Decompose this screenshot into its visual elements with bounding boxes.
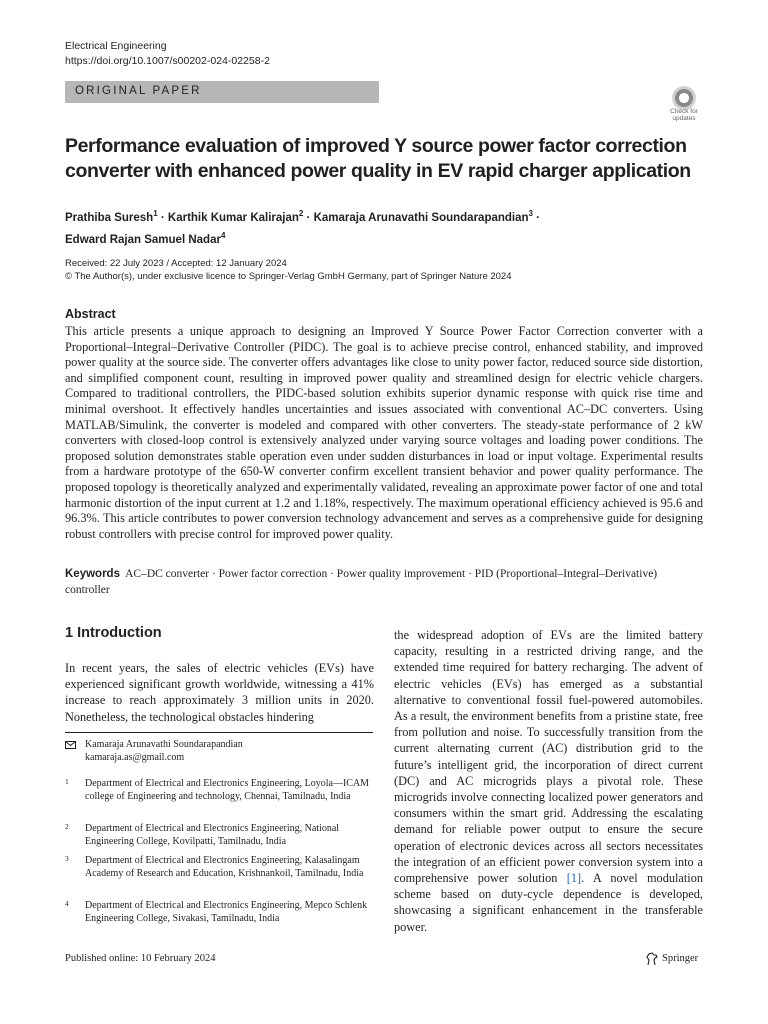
abstract-text: This article presents a unique approach to designing an Improved Y Source Power Factor Correction converter with a Proportional–Integral–Derivative Controller (PIDC). The goal is to achieve precise control, enhanced stability, and improved power quality at the source side. The converter offers advantages like close to unity power factor, reduced source side distortion, and simplified component count, resulting in improved power quality and streamlined design for electric vehicle chargers. Compared to traditional controllers, the PIDC-based solution exhibits superior dynamic response with quick rise time and minimal overshoot. It effectively handles uncertainties and issues associated with conventional AC–DC converters. Using MATLAB/Simulink, the converter is modeled and compared with other converters. The steady-state performance of 2 kW converters with closed-loop control is extensively analyzed under varying source voltages and loading power conditions. The proposed solution demonstrates stable operation even under sudden disturbances in load or input voltage. Experimental results from a hardware prototype of the 650-W converter confirm excellent transient behavior and power quality performance. The proposed topology is theoretically analyzed and experimentally validated, revealing an approximate power factor of one and total harmonic distortion of the input current at 1.2 and 1.18%, respectively. The maximum operational efficiency achieved is 95.6 and 96.3%. This article contributes to power conversion technology advancement and serves as a comprehensive guide for designing robust controllers with precise control for improved power quality.	[65, 324, 703, 541]
affiliation-number: 2	[65, 822, 69, 831]
affiliation-number: 1	[65, 777, 69, 786]
author-name[interactable]: Prathiba Suresh	[65, 211, 154, 224]
citation-link[interactable]: [1]	[566, 871, 582, 886]
author-affiliation-number: 3	[528, 209, 533, 218]
author-list: Prathiba Suresh$^1$ · Karthik Kumar Kalirajan$^2$ · Kamaraja Arunavathi Soundarapandian$^3$ · Edward Rajan Samuel Nadar$^4$	[65, 209, 541, 246]
introduction-right-text-continued: . A novel modulation scheme based on duty-cycle dependence is developed, showcasing a significant enhancement in the transferable power.	[394, 871, 703, 934]
doi-link[interactable]: https://doi.org/10.1007/s00202-024-02258-2	[65, 55, 270, 67]
springer-horse-icon	[645, 952, 659, 966]
publication-dates	[65, 257, 512, 283]
doi-link-wrapper	[65, 55, 270, 67]
copyright-notice: © The Author(s), under exclusive licence to Springer-Verlag GmbH Germany, part of Springer Nature 2024	[65, 271, 512, 282]
affiliation-text: Department of Electrical and Electronics Engineering, Mepco Schlenk Engineering College, Sivakasi, Tamilnadu, India	[85, 900, 368, 924]
affiliation-text: Department of Electrical and Electronics Engineering, National Engineering College, Kovilpatti, Tamilnadu, India	[85, 823, 340, 847]
springer-label: Springer	[662, 953, 699, 964]
check-for-updates-label: Check for updates	[670, 108, 698, 122]
paper-type-banner	[65, 81, 379, 103]
author-affiliation-number: 1	[153, 209, 158, 218]
affiliation-4	[65, 900, 374, 925]
author-name[interactable]: Karthik Kumar Kalirajan	[167, 211, 299, 224]
keywords-list: AC–DC converter · Power factor correction · Power quality improvement · PID (Proportional–Integral–Derivative) controller	[65, 568, 658, 596]
section-heading-introduction: 1 Introduction	[65, 625, 162, 641]
paper-title: Performance evaluation of improved Y source power factor correction converter with enhanced power quality in EV rapid charger application	[65, 135, 691, 182]
corresponding-author-name: Kamaraja Arunavathi Soundarapandian	[85, 739, 243, 750]
corresponding-author	[65, 739, 374, 764]
affiliation-1	[65, 778, 374, 803]
affiliation-3	[65, 855, 374, 880]
check-for-updates-icon	[672, 86, 696, 110]
published-online-date: Published online: 10 February 2024	[65, 953, 216, 964]
check-for-updates-button[interactable]	[664, 84, 704, 124]
affiliation-text: Department of Electrical and Electronics Engineering, Loyola—ICAM college of Engineering and technology, Chennai, Tamilnadu, India	[85, 778, 370, 802]
author-affiliation-number: 2	[298, 209, 304, 218]
keywords-label: Keywords	[65, 568, 120, 580]
affiliation-2	[65, 823, 374, 848]
footnote-divider	[65, 732, 373, 733]
author-name[interactable]: Kamaraja Arunavathi Soundarapandian	[313, 211, 529, 224]
springer-logo	[645, 951, 705, 967]
introduction-right-column	[394, 627, 703, 935]
introduction-left-column: In recent years, the sales of electric vehicles (EVs) have experienced significant growth worldwide, witnessing a 41% increase to reach approximately 3 million units in 2020. Nonetheless, the technological obstacles hindering	[65, 661, 374, 724]
paper-type-label: ORIGINAL PAPER	[75, 85, 202, 97]
envelope-icon	[65, 741, 76, 749]
keywords	[65, 567, 703, 598]
affiliation-number: 3	[65, 854, 69, 863]
corresponding-author-email[interactable]: kamaraja.as@gmail.com	[85, 751, 185, 763]
received-accepted-dates: Received: 22 July 2023 / Accepted: 12 January 2024	[65, 258, 287, 269]
author-affiliation-number: 4	[220, 230, 226, 240]
affiliation-text: Department of Electrical and Electronics Engineering, Kalasalingam Academy of Research and Education, Krishnankoil, Tamilnadu, India	[85, 855, 364, 879]
introduction-right-text: the widespread adoption of EVs are the limited battery capacity, resulting in a restricted driving range, and the extended time required for battery recharging. The advent of electric vehicles (EVs) has emerged as a substantial alternative to conventional fossil fuel-powered automobiles. As a result, the environment benefits from a pristine state, free from pollution and noise. To successfully transition from the current alternating current (AC) distribution grid to the future’s intelligent grid, the incorporation of direct current (DC) and AC microgrids plays a pivotal role. These microgrids involve connecting localized power generators and consumers within the smart grid. Addressing the escalating demand for reliable power output to ensure the secure operation of electronic devices across all sectors necessitates the integration of an efficient power conversion system into a comprehensive power solution	[394, 628, 703, 886]
abstract-heading: Abstract	[65, 307, 116, 321]
author-name[interactable]: Edward Rajan Samuel Nadar	[65, 233, 221, 246]
journal-name: Electrical Engineering	[65, 40, 167, 52]
affiliation-number: 4	[65, 899, 69, 908]
